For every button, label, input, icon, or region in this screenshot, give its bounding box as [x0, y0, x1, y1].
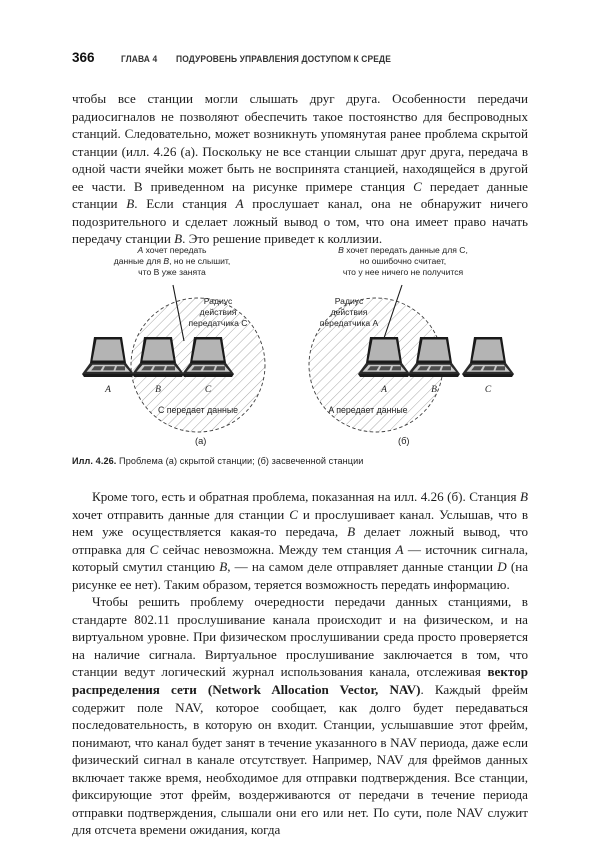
text-run: хочет отправить данные для станции — [72, 506, 290, 522]
text-run: прослушает канал, она не обнаружит ничего подозрительного и сделает ложный вывод о том, что она имеет право начать передачу станции — [72, 196, 529, 247]
station-ref-a: A — [395, 541, 404, 557]
panel-a-note-line3: что B уже занята — [138, 267, 206, 277]
panel-a-note — [114, 245, 231, 277]
panel-b-note-line2: но ошибочно считает, — [359, 256, 447, 266]
figure-4-26 — [72, 243, 528, 471]
panel-a — [82, 245, 265, 432]
panel-b-note — [338, 245, 468, 277]
svg-text:Радиус: Радиус — [203, 296, 233, 306]
figure-caption-lead: Илл. 4.26. — [72, 456, 117, 467]
text-run: и прослушивает канал. Услышав, что в нем уже осуществляется какая-то передача, — [72, 506, 528, 540]
panel-a-status: C передает данные — [157, 405, 239, 415]
text-run: . Каждый фрейм содержит поле NAV, которое сообщает, как долго будет передаваться последовательность, в которую он входит. Станции, услышавшие этот фрейм, понимают, что канал будет занят в течение указанного в NAV периода, даже если физический сигнал в канале отсутствует. Например, NAV для фреймов данных включает также время, необходимое для отправки подтверждения. Все станции, фиксирующие этот фрейм, воздерживаются от передачи в течение периода отправки подтверждения, слышали они его или нет. По сути, поле NAV служит для отсчета времени ожидания, когда — [72, 682, 529, 838]
panel-b — [309, 245, 514, 432]
text-run: Кроме того, есть и обратная проблема, показанная на илл. 4.26 (б). Станция — [92, 489, 520, 504]
panel-b-note-line3: что у нее ничего не получится — [342, 267, 464, 277]
station-ref-b2: B — [347, 524, 356, 540]
figure-graphic — [72, 243, 528, 453]
chapter-number: ГЛАВА 4 — [120, 54, 157, 65]
term-nav: вектор распределения сети (Network Allocation Vector, NAV) — [72, 664, 528, 698]
paragraph-hidden-station — [72, 488, 528, 593]
text-run: . Это решение приведет к коллизии. — [182, 231, 383, 247]
text-run: сейчас невозможна. Между тем станция — [158, 541, 396, 557]
station-label-b-panel-b: B — [431, 385, 437, 395]
text-run: . Если станция — [134, 196, 236, 212]
station-label-c: C — [413, 178, 422, 194]
text-run: чтобы все станции могли слышать друг друга. Особенности передачи радиосигналов не позволяют обеспечить такое постоянство для беспроводных станций. Следовательно, может возникнуть упомянутая ранее проблема скрытой станции (илл. 4.26 (а). Поскольку не все станции слышат друг друга, передача в одной части ячейки может быть не воспринята станцией, находящейся в другой ее части. В приведенном на рисунке примере станция — [72, 91, 528, 194]
station-label-c-panel-b: C — [484, 385, 492, 395]
laptop-a-panel-a — [82, 337, 134, 395]
svg-text:передатчика C: передатчика C — [188, 318, 248, 328]
panel-a-note-line1: A хочет передать — [137, 245, 207, 255]
text-run: (на рисунке ее нет). Таким образом, теряется возможность передать информацию. — [72, 559, 529, 592]
panel-b-note-line1: B хочет передать данные для C, — [338, 245, 468, 255]
text-run: делает ложный вывод, что отправка для — [72, 524, 528, 557]
station-label-c-panel-a: C — [204, 385, 212, 395]
svg-text:Радиус: Радиус — [334, 296, 364, 306]
panel-a-note-line2: данные для B, но не слышит, — [113, 256, 231, 266]
figure-caption-text: Проблема (а) скрытой станции; (б) засвеченной станции — [116, 456, 364, 467]
chapter-title: ПОДУРОВЕНЬ УПРАВЛЕНИЯ ДОСТУПОМ К СРЕДЕ — [175, 54, 391, 65]
station-label-a: A — [235, 196, 244, 212]
text-run: передает данные станции — [72, 178, 528, 212]
station-label-a-panel-b: A — [381, 385, 387, 395]
station-ref-b3: B — [219, 559, 228, 575]
paragraph-nav — [72, 593, 528, 839]
station-ref-c2: C — [149, 541, 159, 557]
station-label-b: B — [126, 196, 135, 212]
page-number: 366 — [72, 50, 95, 65]
paragraph-top — [72, 90, 528, 248]
station-label-b2: B — [174, 231, 183, 247]
station-ref-b: B — [520, 489, 528, 504]
text-run: Чтобы решить проблему очередности передачи данных станциями, в стандарте 802.11 прослушивание канала происходит и на физическом, и на виртуальном уровне. При физическом прослушивании среда просто проверяется на наличие сигнала. Виртуальное прослушивание заключается в том, что станции ведут логический журнал использования канала, отслеживая — [72, 594, 528, 680]
svg-text:передатчика A: передатчика A — [319, 318, 379, 328]
svg-text:действия: действия — [199, 307, 237, 317]
station-ref-d: D — [497, 559, 507, 575]
running-head — [72, 50, 532, 65]
panel-b-status: A передает данные — [328, 405, 408, 415]
text-run: — источник сигнала, который смутил станцию — [72, 541, 528, 575]
subcaption-a: (а) — [195, 436, 207, 446]
laptop-c-panel-b — [462, 337, 514, 395]
figure-caption — [72, 456, 505, 467]
subcaption-b: (б) — [398, 436, 410, 446]
svg-text:действия: действия — [330, 307, 368, 317]
paragraph-middle — [72, 488, 528, 839]
station-label-b-panel-a: B — [155, 385, 161, 395]
station-label-a-panel-a: A — [105, 385, 111, 395]
station-ref-c: C — [289, 506, 298, 522]
text-run: , — на самом деле отправляет данные станции — [227, 559, 498, 575]
